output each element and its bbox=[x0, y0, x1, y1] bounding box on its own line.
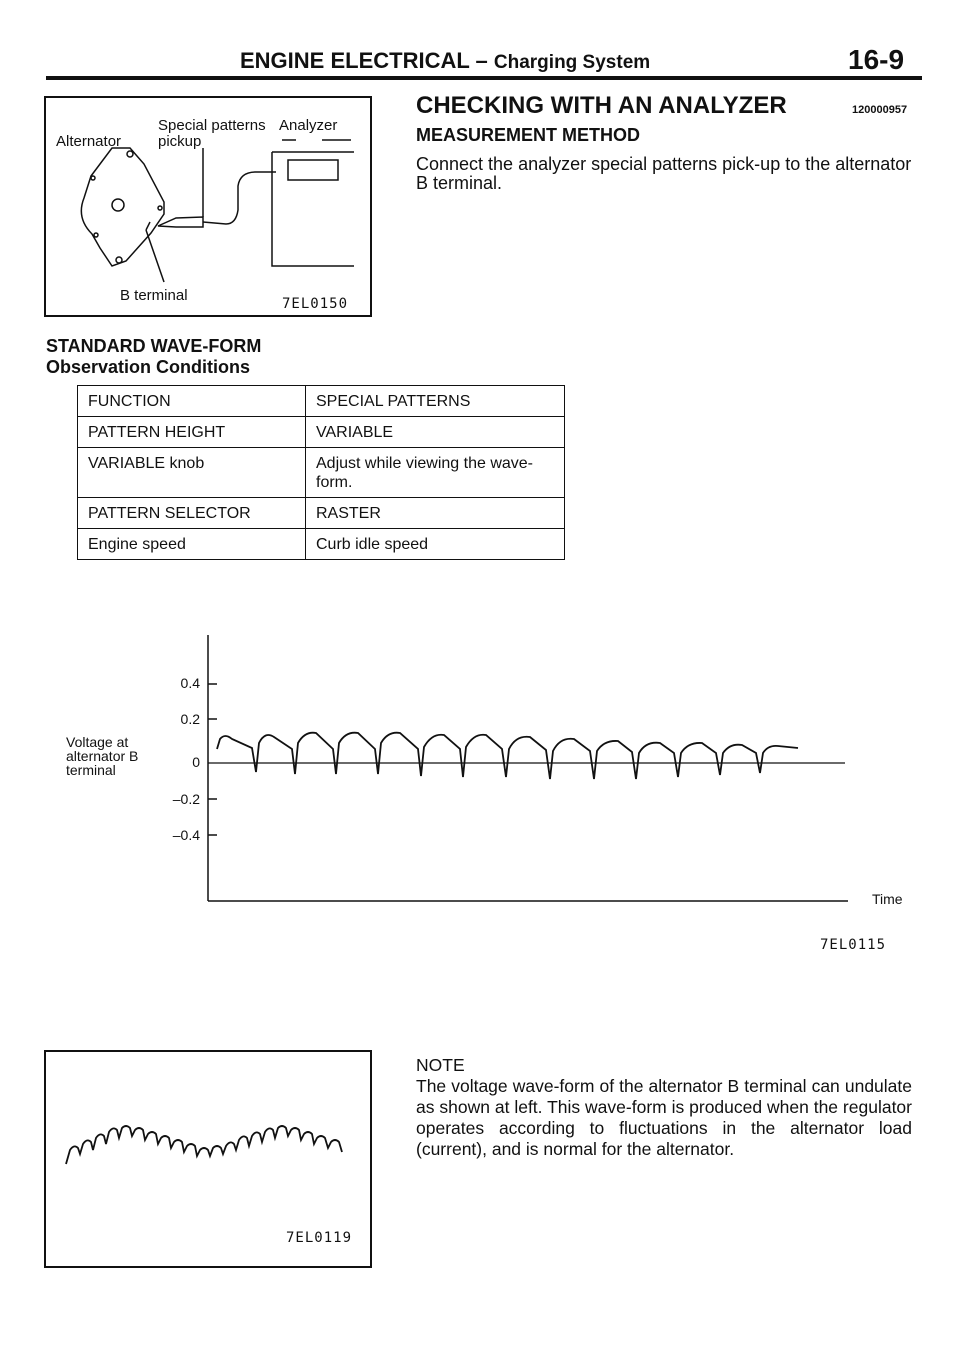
alternator-pulley bbox=[112, 199, 124, 211]
y-tick-label: 0.2 bbox=[180, 711, 200, 727]
figure-code-1: 7EL0150 bbox=[282, 296, 349, 312]
table-cell-value: Curb idle speed bbox=[306, 529, 565, 560]
figure-code-2: 7EL0115 bbox=[820, 937, 887, 953]
waveform-chart bbox=[60, 625, 920, 955]
table-cell-value: SPECIAL PATTERNS bbox=[306, 386, 565, 417]
b-terminal-pointer bbox=[146, 230, 164, 282]
figure-code-3: 7EL0119 bbox=[286, 1230, 353, 1246]
note-block bbox=[416, 1055, 912, 1160]
y-tick-label: 0 bbox=[192, 754, 200, 770]
measurement-method-heading: MEASUREMENT METHOD bbox=[416, 125, 640, 145]
chart-waveform-line bbox=[217, 733, 798, 779]
pickup-clamp bbox=[158, 217, 203, 227]
y-tick-label: –0.4 bbox=[172, 827, 200, 843]
section-code: 120000957 bbox=[852, 104, 908, 116]
table-cell-value: VARIABLE bbox=[306, 417, 565, 448]
pickup-label: pickup bbox=[158, 133, 202, 150]
y-tick-label: 0.4 bbox=[180, 675, 200, 691]
observation-conditions-table bbox=[77, 385, 565, 560]
table-row bbox=[78, 448, 565, 498]
header-rule bbox=[46, 76, 922, 80]
table-cell-value: RASTER bbox=[306, 498, 565, 529]
chart-x-axis-label: Time bbox=[872, 891, 903, 907]
page-header-title bbox=[240, 48, 650, 74]
analyzer-connection-figure bbox=[44, 96, 372, 317]
section-title: CHECKING WITH AN ANALYZER bbox=[416, 92, 787, 119]
analyzer-outline bbox=[272, 152, 354, 266]
table-row bbox=[78, 386, 565, 417]
page-number: 16-9 bbox=[848, 44, 905, 75]
table-cell-key: PATTERN HEIGHT bbox=[78, 417, 306, 448]
table-row bbox=[78, 417, 565, 448]
undulating-waveform-line bbox=[66, 1126, 342, 1164]
header-title-sub: Charging System bbox=[493, 52, 651, 73]
standard-waveform-title: STANDARD WAVE-FORM bbox=[46, 336, 262, 356]
undulating-waveform-figure bbox=[44, 1050, 372, 1268]
b-terminal-label: B terminal bbox=[120, 287, 188, 304]
note-text: The voltage wave-form of the alternator B terminal can undulate as shown at left. This wave-form is produced when the regulator operates according to fluctuations in the alternator load (current), and is normal for the alternator. bbox=[416, 1076, 912, 1159]
special-patterns-label: Special patterns bbox=[158, 117, 266, 134]
pickup-cable bbox=[203, 172, 276, 224]
table-cell-key: FUNCTION bbox=[78, 386, 306, 417]
table-row bbox=[78, 498, 565, 529]
table-cell-key: VARIABLE knob bbox=[78, 448, 306, 498]
table-cell-value: Adjust while viewing the wave-form. bbox=[306, 448, 565, 498]
table-cell-key: PATTERN SELECTOR bbox=[78, 498, 306, 529]
observation-conditions-title: Observation Conditions bbox=[46, 357, 251, 377]
measurement-method-text: Connect the analyzer special patterns pick-up to the alternator B terminal. bbox=[416, 154, 912, 193]
alternator-label: Alternator bbox=[56, 133, 122, 150]
table-cell-key: Engine speed bbox=[78, 529, 306, 560]
note-title: NOTE bbox=[416, 1055, 465, 1075]
standard-waveform-heading bbox=[46, 336, 261, 378]
header-title-dash: – bbox=[475, 48, 488, 73]
analyzer-screen bbox=[288, 160, 338, 180]
analyzer-label: Analyzer bbox=[279, 117, 338, 134]
chart-y-axis-label: Voltage at alternator B terminal bbox=[66, 734, 139, 778]
y-tick-label: –0.2 bbox=[172, 791, 200, 807]
table-row bbox=[78, 529, 565, 560]
header-title-main: ENGINE ELECTRICAL bbox=[240, 48, 470, 73]
